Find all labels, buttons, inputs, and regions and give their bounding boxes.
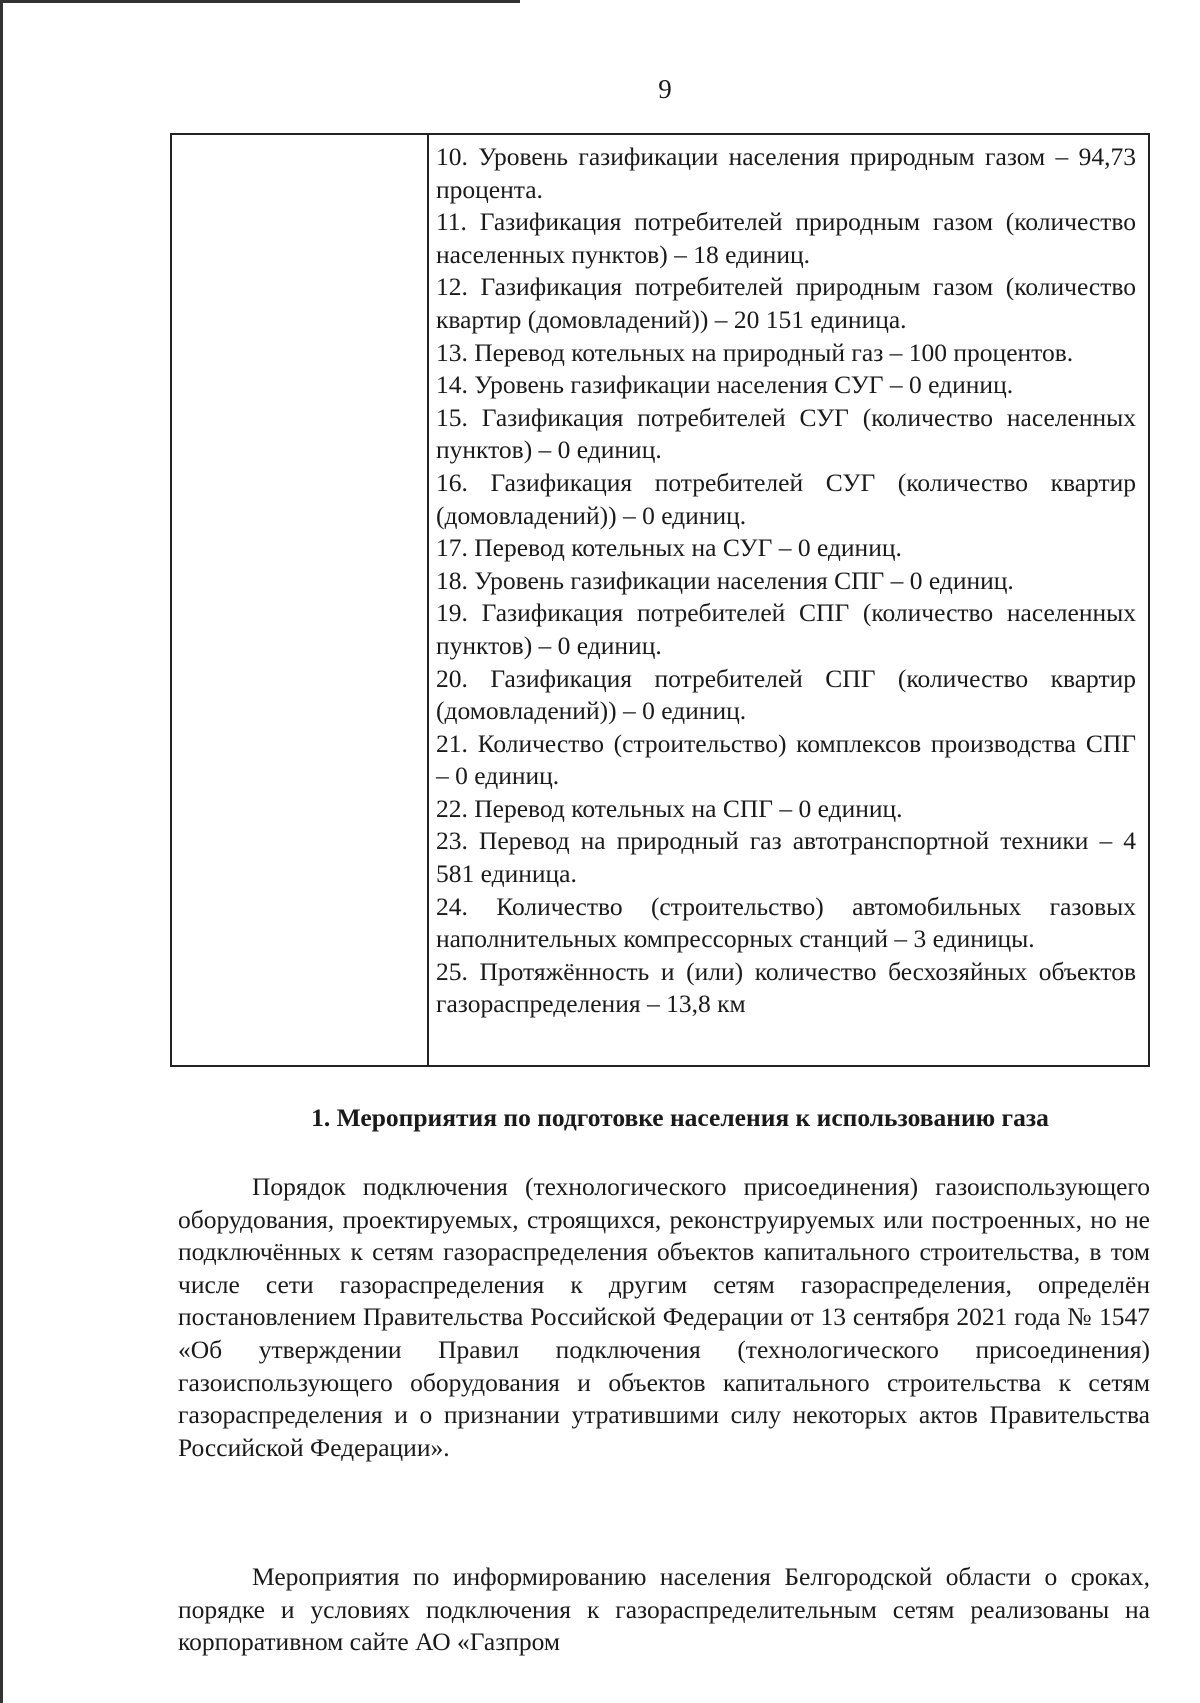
indicator-item: 19. Газификация потребителей СПГ (количество населенных пунктов) – 0 единиц.	[436, 598, 1136, 660]
indicator-item: 21. Количество (строительство) комплексов производства СПГ – 0 единиц.	[436, 728, 1136, 791]
indicator-item: 24. Количество (строительство) автомобильных газовых наполнительных компрессорных станций – 3 единицы.	[436, 891, 1136, 954]
scan-left-edge	[0, 0, 3, 1703]
page-number: 9	[658, 74, 672, 104]
indicator-item: 11. Газификация потребителей природным газом (количество населенных пунктов) – 18 единиц.	[436, 207, 1136, 269]
indicator-item: 18. Уровень газификации населения СПГ – 0 единиц.	[436, 565, 1014, 595]
indicator-item: 10. Уровень газификации населения природным газом – 94,73 процента.	[436, 142, 1136, 204]
indicator-item: 15. Газификация потребителей СУГ (количество населенных пунктов) – 0 единиц.	[436, 402, 1136, 465]
indicator-item: 20. Газификация потребителей СПГ (количество квартир (домовладений)) – 0 единиц.	[436, 663, 1136, 726]
indicator-item: 23. Перевод на природный газ автотранспортной техники – 4 581 единица.	[436, 826, 1136, 889]
table-column-divider	[427, 135, 429, 1065]
body-paragraph-informing: Мероприятия по информированию населения Белгородской области о сроках, порядке и условиях подключения к газораспределительным сетям реализованы на корпоративном сайте АО «Газпром	[178, 1562, 1150, 1657]
indicator-item: 25. Протяжённость и (или) количество бесхозяйных объектов газораспределения – 13,8 км	[436, 956, 1136, 1019]
indicator-item: 16. Газификация потребителей СУГ (количество квартир (домовладений)) – 0 единиц.	[436, 467, 1136, 530]
indicator-list	[436, 141, 1136, 1021]
indicators-table	[170, 133, 1150, 1067]
indicator-item: 14. Уровень газификации населения СУГ – 0 единиц.	[436, 370, 1014, 400]
indicator-item: 12. Газификация потребителей природным газом (количество квартир (домовладений)) – 20 151 единица.	[436, 272, 1136, 334]
indicator-item: 13. Перевод котельных на природный газ – 100 процентов.	[436, 337, 1074, 367]
indicator-item: 22. Перевод котельных на СПГ – 0 единиц.	[436, 793, 903, 823]
scan-top-edge	[0, 0, 520, 3]
section-heading: 1. Мероприятия по подготовке населения к использованию газа	[311, 1103, 1049, 1132]
body-paragraph-connection-order: Порядок подключения (технологического присоединения) газоиспользующего оборудования, проектируемых, строящихся, реконструируемых или построенных, но не подключённых к сетям газораспределения объектов капитального строительства, в том числе сети газораспределения к другим сетям газораспределения, определён постановлением Правительства Российской Федерации от 13 сентября 2021 года № 1547 «Об утверждении Правил подключения (технологического присоединения) газоиспользующего оборудования и объектов капитального строительства к сетям газораспределения и о признании утратившими силу некоторых актов Правительства Российской Федерации».	[178, 1172, 1150, 1462]
indicator-item: 17. Перевод котельных на СУГ – 0 единиц.	[436, 533, 902, 563]
